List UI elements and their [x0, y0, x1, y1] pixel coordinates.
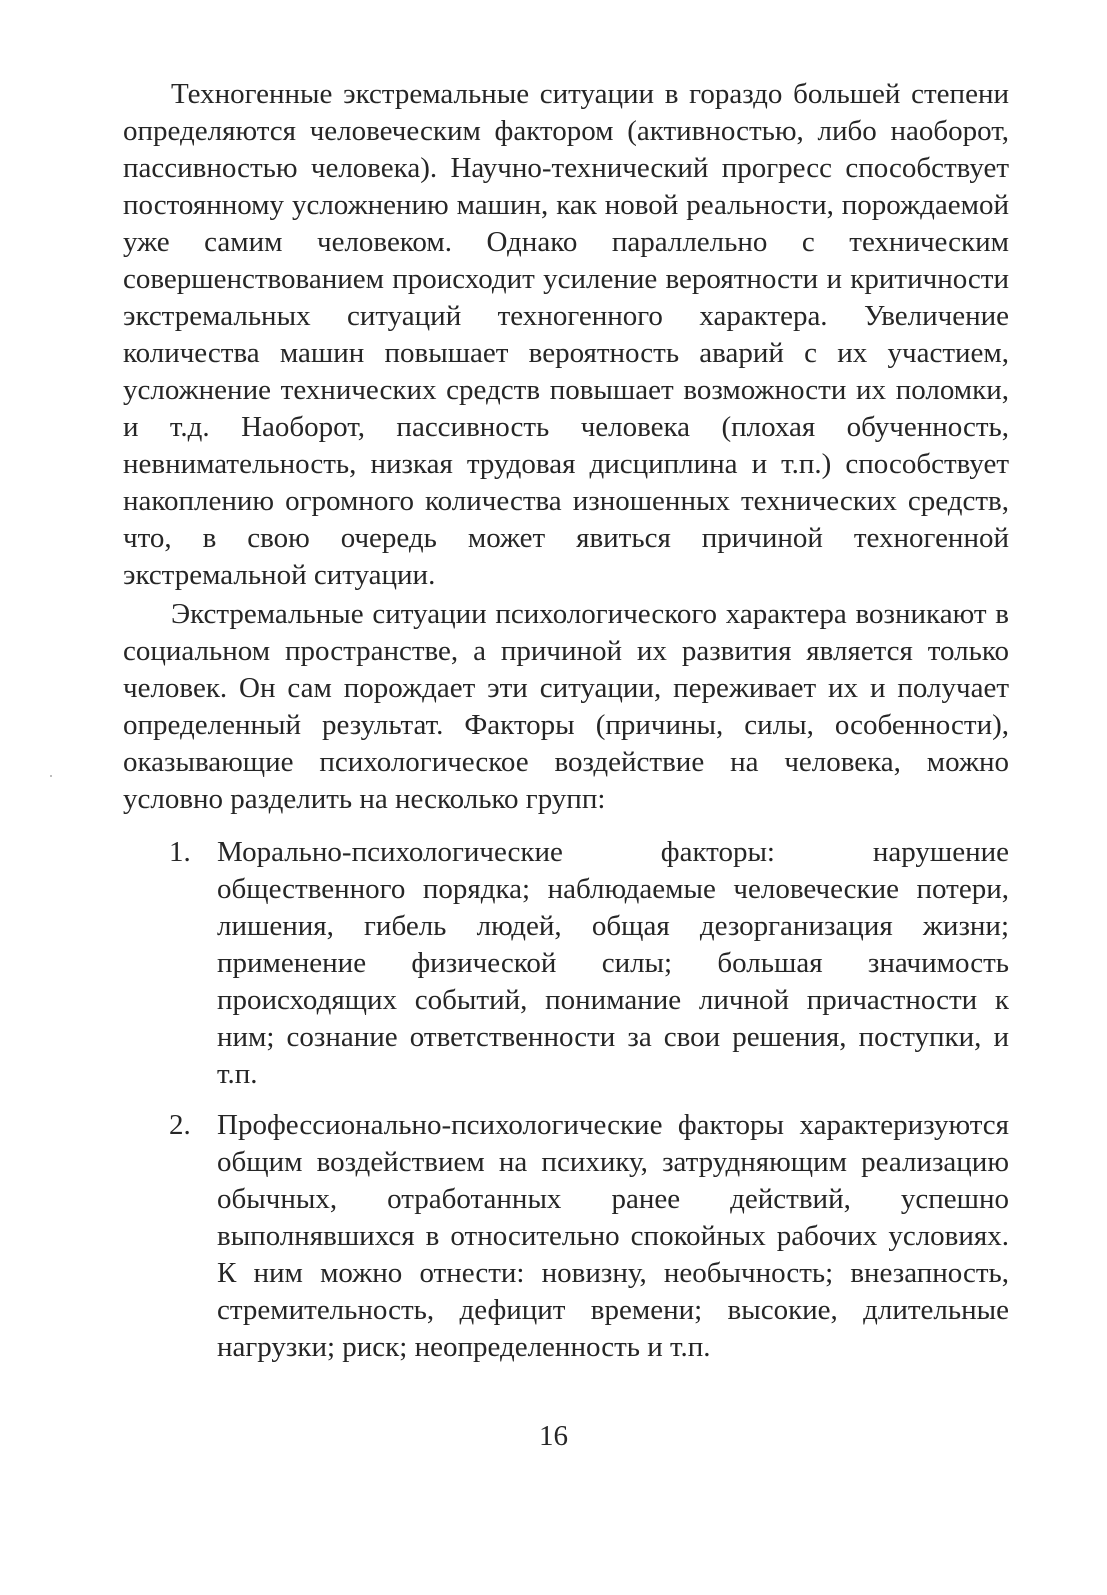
list-item-text: Морально-психологические факторы: нарушение общественного порядка; наблюдаемые человеческие потери, лишения, гибель людей, общая дезорганизация жизни; применение физической силы; большая значимость происходящих событий, понимание личной причастности к ним; сознание ответственности за свои решения, поступки, и т.п. — [217, 836, 1009, 1090]
factor-list — [123, 834, 1009, 1366]
list-item — [123, 1107, 1009, 1366]
paragraph-psychological: Экстремальные ситуации психологического характера возникают в социальном пространстве, а причиной их развития является только человек. Он сам порождает эти ситуации, переживает их и получает определенный результат. Факторы (причины, силы, особенности), оказывающие психологическое воздействие на человека, можно условно разделить на несколько групп: — [123, 598, 1009, 815]
paragraph-technogenic: Техногенные экстремальные ситуации в гораздо большей степени определяются человеческим фактором (активностью, либо наоборот, пассивностью человека). Научно-технический прогресс способствует постоянному усложнению машин, как новой реальности, порождаемой уже самим человеком. Однако параллельно с техническим совершенствованием происходит усиление вероятности и критичности экстремальных ситуаций техногенного характера. Увеличение количества машин повышает вероятность аварий с их участием, усложнение технических средств повышает возможности их поломки, и т.д. Наоборот, пассивность человека (плохая обученность, невнимательность, низкая трудовая дисциплина и т.п.) способствует накоплению огромного количества изношенных технических средств, что, в свою очередь может явиться причиной техногенной экстремальной ситуации. — [123, 78, 1009, 591]
list-item-number: 1. — [169, 836, 191, 868]
scan-speck — [50, 775, 52, 777]
page-body — [123, 76, 1009, 1380]
page-number: 16 — [539, 1420, 568, 1452]
list-item-text: Профессионально-психологические факторы характеризуются общим воздействием на психику, затрудняющим реализацию обычных, отработанных ранее действий, успешно выполнявшихся в относительно спокойных рабочих условиях. К ним можно отнести: новизну, необычность; внезапность, стремительность, дефицит времени; высокие, длительные нагрузки; риск; неопределенность и т.п. — [217, 1109, 1009, 1363]
list-item — [123, 834, 1009, 1093]
list-item-number: 2. — [169, 1109, 191, 1141]
